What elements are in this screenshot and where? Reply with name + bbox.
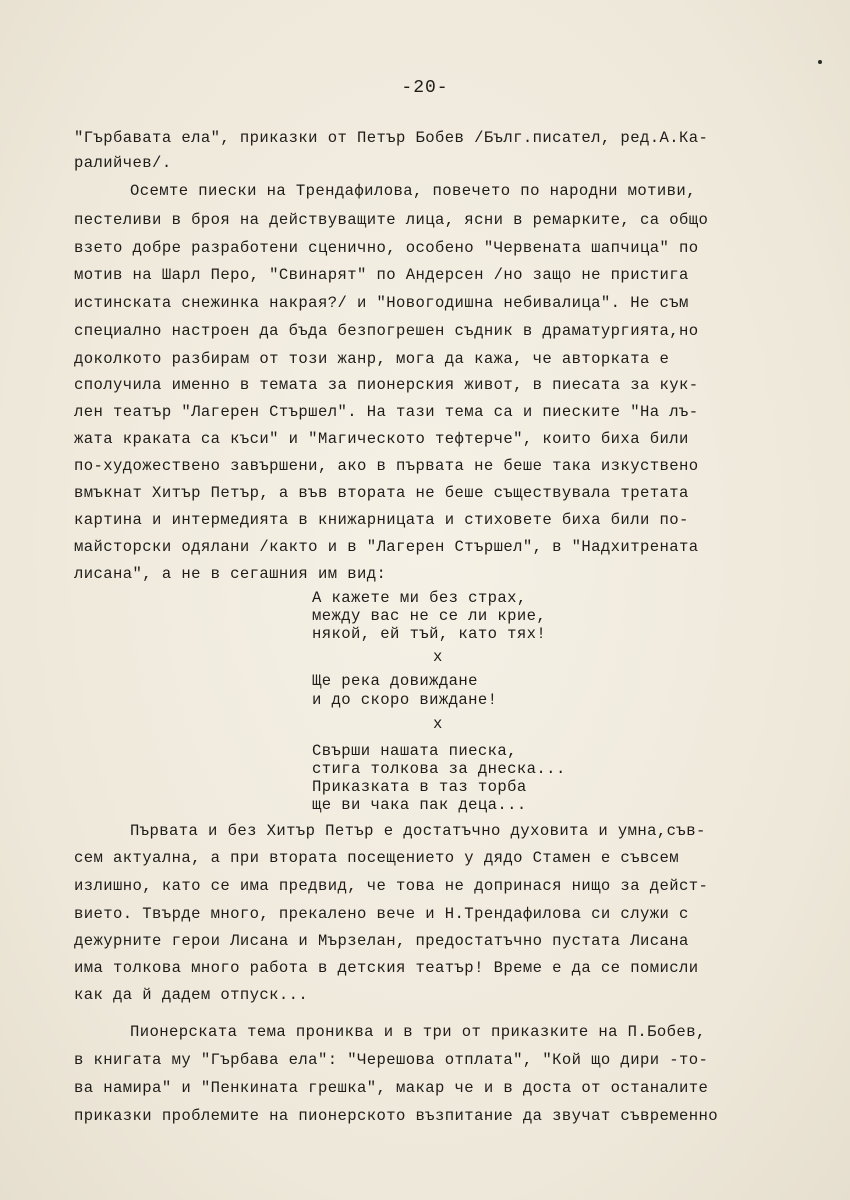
verse-separator: x: [433, 715, 443, 733]
text-line: как да й дадем отпуск...: [74, 986, 309, 1004]
text-line: в книгата му "Гърбава ела": "Черешова отплата", "Кой що дири -то-: [74, 1051, 709, 1069]
text-line: приказки проблемите на пионерското възпитание да звучат съвременно: [74, 1107, 719, 1125]
text-line: по-художествено завършени, ако в първата не беше така изкуствено: [74, 457, 699, 475]
text-line: "Гърбавата ела", приказки от Петър Бобев /Бълг.писател, ред.А.Ка-: [74, 129, 709, 147]
text-line: вието. Твърде много, прекалено вече и Н.Трендафилова си служи с: [74, 905, 689, 923]
verse-line: ще ви чака пак деца...: [312, 796, 527, 814]
text-line: сполучила именно в темата за пионерския живот, в пиесата за кук-: [74, 376, 699, 394]
text-line: истинската снежинка накрая?/ и "Новогодишна небивалица". Не съм: [74, 294, 689, 312]
verse-line: някой, ей тъй, като тях!: [312, 625, 547, 643]
verse-line: стига толкова за днеска...: [312, 760, 566, 778]
text-line: сем актуална, а при втората посещението у дядо Стамен е съвсем: [74, 849, 679, 867]
text-line: ралийчев/.: [74, 154, 172, 172]
text-line: вмъкнат Хитър Петър, а във втората не беше съществувала третата: [74, 484, 689, 502]
text-line: Първата и без Хитър Петър е достатъчно духовита и умна,съв-: [130, 822, 706, 840]
text-line: пестеливи в броя на действуващите лица, ясни в ремарките, са общо: [74, 211, 709, 229]
verse-line: А кажете ми без страх,: [312, 589, 527, 607]
text-line: взето добре разработени сценично, особено "Червената шапчица" по: [74, 239, 699, 257]
text-line: мотив на Шарл Перо, "Свинарят" по Андерсен /но защо не пристига: [74, 266, 689, 284]
text-line: лисана", а не в сегашния им вид:: [74, 565, 387, 583]
text-line: майсторски одялани /както и в "Лагерен Стършел", в "Надхитрената: [74, 538, 699, 556]
verse-line: Приказката в таз торба: [312, 778, 527, 796]
text-line: Пионерската тема прониква и в три от приказките на П.Бобев,: [130, 1023, 706, 1041]
text-line: доколкото разбирам от този жанр, мога да кажа, че авторката е: [74, 350, 670, 368]
text-line: дежурните герои Лисана и Мързелан, предостатъчно пустата Лисана: [74, 932, 689, 950]
ink-dot: [818, 60, 822, 64]
text-line: излишно, като се има предвид, че това не допринася нищо за дейст-: [74, 877, 709, 895]
text-line: Осемте пиески на Трендафилова, повечето по народни мотиви,: [130, 182, 696, 200]
text-line: лен театър "Лагерен Стършел". На тази тема са и пиеските "На лъ-: [74, 403, 699, 421]
verse-line: Свърши нашата пиеска,: [312, 742, 517, 760]
verse-line: Ще река довиждане: [312, 672, 478, 690]
text-line: има толкова много работа в детския театър! Време е да се помисли: [74, 959, 699, 977]
page-number: -20-: [401, 78, 449, 98]
verse-separator: x: [433, 648, 443, 666]
text-line: специално настроен да бъда безпогрешен съдник в драматургията,но: [74, 322, 699, 340]
text-line: жата краката са къси" и "Магическото тефтерче", които биха били: [74, 430, 689, 448]
verse-line: между вас не се ли крие,: [312, 607, 547, 625]
verse-line: и до скоро виждане!: [312, 691, 498, 709]
text-line: картина и интермедията в книжарницата и стиховете биха били по-: [74, 511, 689, 529]
text-line: ва намира" и "Пенкината грешка", макар че и в доста от останалите: [74, 1079, 709, 1097]
